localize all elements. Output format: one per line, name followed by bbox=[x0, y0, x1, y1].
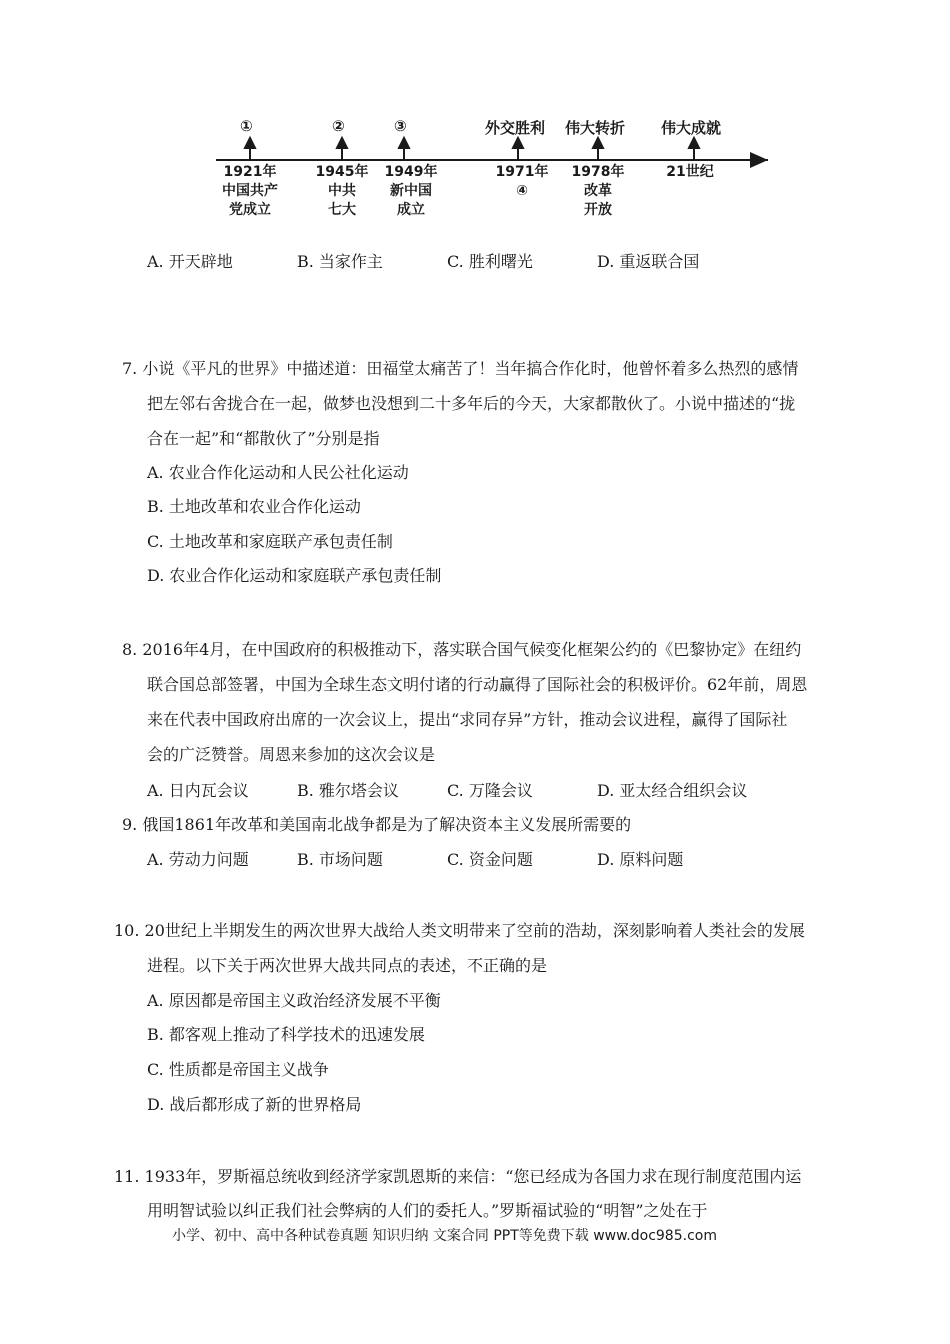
option-d: D. 重返联合国 bbox=[597, 252, 700, 271]
option-a: A. 开天辟地 bbox=[147, 252, 233, 271]
option-c: C. 性质都是帝国主义战争 bbox=[147, 1060, 329, 1079]
question-8-stem: 来在代表中国政府出席的一次会议上，提出“求同存异”方针，推动会议进程，赢得了国际社 bbox=[147, 710, 788, 729]
timeline-svg bbox=[0, 0, 950, 230]
question-8-stem: 联合国总部签署，中国为全球生态文明付诸的行动赢得了国际社会的积极评价。62年前，周恩 bbox=[147, 675, 808, 694]
question-11-stem: 11. 1933年，罗斯福总统收到经济学家凯恩斯的来信：“您已经成为各国力求在现行制度范围内运 bbox=[114, 1167, 802, 1186]
timeline-top-label: 外交胜利 bbox=[485, 119, 546, 137]
option-c: C. 资金问题 bbox=[447, 850, 533, 869]
timeline-top-label: 伟大转折 bbox=[565, 119, 626, 137]
option-a: A. 原因都是帝国主义政治经济发展不平衡 bbox=[147, 991, 441, 1010]
option-d: D. 战后都形成了新的世界格局 bbox=[147, 1095, 362, 1114]
timeline-event-21st-century: 21世纪 bbox=[666, 164, 714, 180]
question-7-stem: 合在一起”和“都散伙了”分别是指 bbox=[147, 429, 380, 448]
question-10-stem: 10. 20世纪上半期发生的两次世界大战给人类文明带来了空前的浩劫，深刻影响着人类社会的发展 bbox=[114, 921, 805, 940]
option-a: A. 日内瓦会议 bbox=[147, 781, 249, 800]
page-footer: 小学、初中、高中各种试卷真题 知识归纳 文案合同 PPT等免费下载 www.doc985.com bbox=[172, 1228, 717, 1244]
option-b: B. 当家作主 bbox=[297, 252, 383, 271]
option-c: C. 万隆会议 bbox=[447, 781, 533, 800]
option-b: B. 雅尔塔会议 bbox=[297, 781, 399, 800]
question-10-stem: 进程。以下关于两次世界大战共同点的表述，不正确的是 bbox=[147, 956, 548, 975]
timeline-top-label: ① bbox=[240, 117, 253, 135]
option-b: B. 都客观上推动了科学技术的迅速发展 bbox=[147, 1025, 425, 1044]
question-7-stem: 把左邻右舍拢合在一起，做梦也没想到二十多年后的今天，大家都散伙了。小说中描述的“拢 bbox=[147, 394, 796, 413]
option-d: D. 农业合作化运动和家庭联产承包责任制 bbox=[147, 566, 442, 585]
timeline-top-label: ② bbox=[332, 117, 345, 135]
option-b: B. 市场问题 bbox=[297, 850, 383, 869]
option-d: D. 原料问题 bbox=[597, 850, 684, 869]
timeline-top-label: 伟大成就 bbox=[661, 119, 722, 137]
timeline-event-1921: 1921年 中国共产 党成立 bbox=[222, 164, 278, 218]
option-d: D. 亚太经合组织会议 bbox=[597, 781, 748, 800]
option-c: C. 胜利曙光 bbox=[447, 252, 533, 271]
question-9-stem: 9. 俄国1861年改革和美国南北战争都是为了解决资本主义发展所需要的 bbox=[122, 815, 632, 834]
timeline-event-1978: 1978年 改革 开放 bbox=[571, 164, 625, 218]
question-11-stem: 用明智试验以纠正我们社会弊病的人们的委托人。”罗斯福试验的“明智”之处在于 bbox=[147, 1201, 708, 1220]
option-b: B. 土地改革和农业合作化运动 bbox=[147, 497, 361, 516]
timeline-event-1971: 1971年 ④ bbox=[495, 164, 549, 199]
timeline-tick-arrows bbox=[245, 138, 699, 159]
timeline-top-label: ③ bbox=[394, 117, 407, 135]
timeline-event-1945: 1945年 中共 七大 bbox=[315, 164, 369, 218]
question-7-stem: 7. 小说《平凡的世界》中描述道：田福堂太痛苦了！当年搞合作化时，他曾怀着多么热烈的感情 bbox=[122, 359, 799, 378]
question-8-stem: 会的广泛赞誉。周恩来参加的这次会议是 bbox=[147, 745, 436, 764]
option-a: A. 劳动力问题 bbox=[147, 850, 249, 869]
timeline-event-1949: 1949年 新中国 成立 bbox=[384, 164, 438, 218]
option-a: A. 农业合作化运动和人民公社化运动 bbox=[147, 463, 409, 482]
option-c: C. 土地改革和家庭联产承包责任制 bbox=[147, 532, 393, 551]
question-8-stem: 8. 2016年4月，在中国政府的积极推动下，落实联合国气候变化框架公约的《巴黎协定》在纽约 bbox=[122, 640, 802, 659]
